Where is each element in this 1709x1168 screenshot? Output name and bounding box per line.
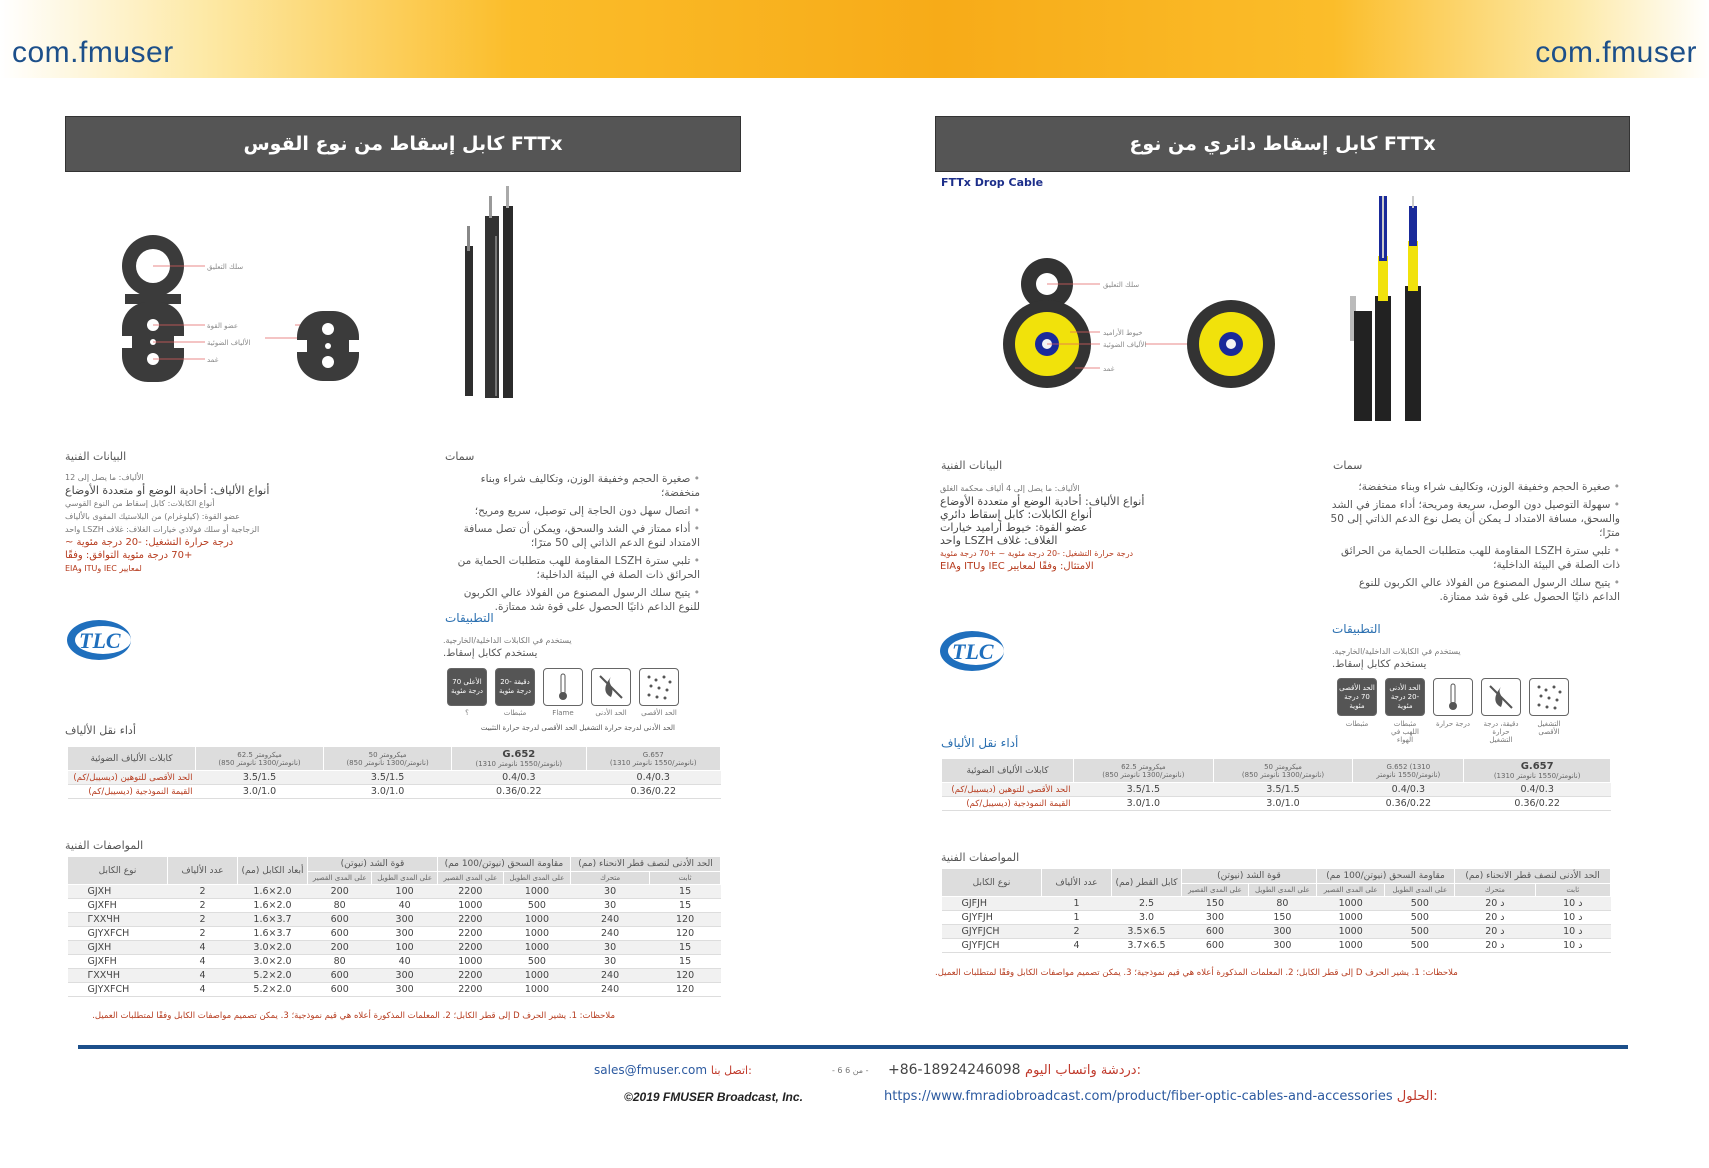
table-row xyxy=(68,941,721,955)
spec-cell: 150 xyxy=(1182,897,1249,911)
spec-header: عدد الألياف xyxy=(168,857,238,885)
spec-cell: 2 xyxy=(168,927,238,941)
table-row xyxy=(942,939,1611,953)
spec-cell: 500 xyxy=(1385,897,1455,911)
email-link[interactable]: sales@fmuser.com xyxy=(594,1063,708,1077)
tech-line: الألياف: ما يصل إلى 12 xyxy=(65,473,144,482)
spec-cell: 3.7×6.5 xyxy=(1112,939,1182,953)
spec-cell: 4 xyxy=(1042,939,1112,953)
tlc-logo: TLC xyxy=(67,620,131,660)
cable-type-cell: GJFJH xyxy=(942,897,1042,911)
spec-cell: 600 xyxy=(1182,925,1249,939)
tech-line: لمعايير IEC وITU وEIA xyxy=(65,564,142,573)
spec-cell: 3.5×6.5 xyxy=(1112,925,1182,939)
right-tech-data xyxy=(940,482,1190,573)
right-icon-labels xyxy=(1337,720,1569,744)
feature-item: • صغيرة الحجم وخفيفة الوزن، وتكاليف شراء وبناء منخفضة؛ xyxy=(440,472,700,500)
spec-cell: 80 xyxy=(308,955,372,969)
right-product-section xyxy=(935,116,1630,978)
solution-link[interactable]: https://www.fmradiobroadcast.com/product/fiber-optic-cables-and-accessories xyxy=(884,1089,1393,1104)
spec-cell: 2200 xyxy=(437,913,503,927)
spec-cell: 240 xyxy=(570,927,649,941)
right-spec-table: نوع الكابل عدد الألياف كابل القطر (مم) قوة الشد (نيوتن) مقاومة السحق (نيوتن/100 مم) الحد الأدنى لنصف قطر الانحناء (مم) على المدى القصير على المدى الطويل على المدى القصير على المدى الطويل متحرك ثابت GJFJH 1 2.5 150 80 1000 500 20 د 10 د GJYFJH 1 3.0 300 150 1000 500 20 د 10 د GJYFJCH 2 3.5×6.5 600 300 1000 500 20 د 10 د GJYFJCH 4 3.7×6.5 600 300 1000 500 20 د 10 د xyxy=(941,868,1611,953)
spec-cell: 500 xyxy=(1385,911,1455,925)
spec-cell: 2200 xyxy=(437,927,503,941)
spec-cell: 1 xyxy=(1042,911,1112,925)
spec-cell: 500 xyxy=(1385,939,1455,953)
spec-cell: 2 xyxy=(168,899,238,913)
callout-messenger: سلك التعليق xyxy=(207,263,244,271)
spec-cell: 4 xyxy=(168,983,238,997)
bow-type-cable-diagram xyxy=(65,186,741,436)
spec-cell: 300 xyxy=(372,983,437,997)
spec-cell: 500 xyxy=(503,955,570,969)
feature-item: • صغيرة الحجم وخفيفة الوزن، وتكاليف شراء وبناء منخفضة؛ xyxy=(1330,480,1620,494)
tech-line: الألياف: ما يصل إلى 4 ألياف محكمة الغلق xyxy=(940,484,1080,493)
left-performance-table xyxy=(67,746,721,799)
cable-type-cell: ГХХЧН xyxy=(68,913,168,927)
icon-label: Flame xyxy=(552,709,574,717)
brand-right: com.fmuser xyxy=(1535,36,1697,69)
callout-fiber: الألياف الضوئية xyxy=(207,339,251,347)
spec-cell: 1000 xyxy=(503,941,570,955)
perf-header-sub: (1310 نانومتر/1550 نانومتر) xyxy=(609,758,697,767)
flame-icon xyxy=(591,668,631,706)
perf-header-sub: (850 نانومتر/1300 نانومتر) xyxy=(346,758,429,767)
tech-line: الامتثال: وفقًا لمعايير IEC وITU وEIA xyxy=(940,561,1094,572)
right-cable-figure xyxy=(935,196,1630,446)
callout-sheath: غمد xyxy=(1103,365,1115,373)
tech-line: عضو القوة: خيوط أراميد خيارات xyxy=(940,521,1088,534)
spec-header: عدد الألياف xyxy=(1042,869,1112,897)
icon-label: مثبطات xyxy=(503,709,527,717)
perf-header-sub: (1310 نانومتر/1550 نانومتر) xyxy=(475,760,563,768)
spec-cell: 5.2×2.0 xyxy=(238,969,308,983)
spec-cell: 15 xyxy=(650,941,721,955)
left-tech-data xyxy=(65,471,305,575)
spec-cell: 80 xyxy=(1248,897,1316,911)
left-title-bar: كابل إسقاط من نوع القوس FTTx xyxy=(65,116,741,172)
perf-header: 50 ميكرومتر xyxy=(368,750,407,759)
spec-header: مقاومة السحق (نيوتن/100 مم) xyxy=(437,857,570,872)
round-type-cable-diagram xyxy=(935,196,1630,446)
left-cable-figure xyxy=(65,186,741,436)
spec-cell: 300 xyxy=(1248,925,1316,939)
spec-cell: 4 xyxy=(168,941,238,955)
spec-cell: 3.0×2.0 xyxy=(238,941,308,955)
spec-header: كابل القطر (مم) xyxy=(1112,869,1182,897)
cable-type-cell: GJXH xyxy=(68,941,168,955)
callout-fiber: الألياف الضوئية xyxy=(1103,341,1147,349)
left-features-list xyxy=(440,472,700,618)
tech-line: درجة حرارة التشغيل: -20 درجة مئوية ~ xyxy=(65,537,234,548)
spec-header: مقاومة السحق (نيوتن/100 مم) xyxy=(1316,869,1454,884)
right-tech-title: البيانات الفنية xyxy=(941,459,1003,472)
perf-header: G.657 xyxy=(1520,761,1554,772)
right-features-title: سمات xyxy=(1333,459,1363,472)
spec-cell: 2200 xyxy=(437,885,503,899)
min-temp-icon: دقيقة -20 درجة مئوية xyxy=(495,668,535,706)
spec-cell: 200 xyxy=(308,941,372,955)
spec-cell: 150 xyxy=(1248,911,1316,925)
cable-type-cell: ГХХЧН xyxy=(68,969,168,983)
perf-header: G.652 (1310 xyxy=(1386,762,1431,771)
right-applications-text xyxy=(1332,645,1532,671)
tlc-logo: TLC xyxy=(940,631,1004,671)
spec-header: قوة الشد (نيوتن) xyxy=(308,857,438,872)
spec-cell: 2.5 xyxy=(1112,897,1182,911)
tech-line: +70 درجة مئوية التوافق: وفقًا xyxy=(65,550,193,561)
spec-cell: 100 xyxy=(372,941,437,955)
header-banner xyxy=(0,0,1709,78)
app-line: يستخدم ككابل إسقاط. xyxy=(1332,659,1427,670)
spec-cell: 20 د xyxy=(1455,897,1535,911)
spec-cell: 600 xyxy=(308,969,372,983)
icon-label: الحد الأدنى xyxy=(595,709,627,717)
spec-cell: 1000 xyxy=(503,885,570,899)
left-spec-table: نوع الكابل عدد الألياف أبعاد الكابل (مم) قوة الشد (نيوتن) مقاومة السحق (نيوتن/100 مم) الحد الأدنى لنصف قطر الانحناء (مم) على المدى القصير على المدى الطويل على المدى القصير على المدى الطويل متحرك ثابت GJXH 2 1.6×2.0 200 100 2200 1000 30 15 GJXFH 2 1.6×2.0 80 40 1000 500 30 15 ГХХЧН 2 1.6×3.7 600 300 2200 1000 240 120 GJYXFCH 2 1.6×3.7 600 300 2200 1000 240 120 GJXH 4 3.0×2.0 200 100 2200 1000 30 15 GJXFH 4 3.0×2.0 80 40 1000 500 30 15 ГХХЧН 4 5.2×2.0 600 300 2200 1000 240 120 GJYXFCH 4 5.2×2.0 600 300 2200 1000 240 120 xyxy=(67,856,721,997)
dots-icon xyxy=(639,668,679,706)
brand-left: com.fmuser xyxy=(12,36,174,69)
spec-cell: 30 xyxy=(570,955,649,969)
spec-cell: 20 د xyxy=(1455,925,1535,939)
app-line: يستخدم ككابل إسقاط. xyxy=(443,648,538,659)
spec-cell: 15 xyxy=(650,955,721,969)
left-applications-title: التطبيقات xyxy=(445,611,494,625)
spec-cell: 2 xyxy=(1042,925,1112,939)
table-row: القيمة النموذجية (ديسيبل/كم) 3.0/1.0 3.0/1.0 0.36/0.22 0.36/0.22 xyxy=(68,785,721,799)
right-spec-title: المواصفات الفنية xyxy=(941,851,1020,864)
spec-cell: 15 xyxy=(650,899,721,913)
table-row: القيمة النموذجية (ديسيبل/كم) 3.0/1.0 3.0/1.0 0.36/0.22 0.36/0.22 xyxy=(942,797,1611,811)
perf-header: كابلات الألياف الضوئية xyxy=(90,753,173,764)
copyright: ©2019 FMUSER Broadcast, Inc. xyxy=(624,1090,803,1104)
feature-item: • يتيح سلك الرسول المصنوع من الفولاذ عالي الكربون للنوع الداعم ذاتيًا الحصول على قوة شد ممتازة. xyxy=(1330,576,1620,604)
page-number: - 6 من 6 - xyxy=(832,1066,869,1075)
left-features-title: سمات xyxy=(445,450,475,463)
spec-cell: 300 xyxy=(372,969,437,983)
spec-cell: 15 xyxy=(650,885,721,899)
phone-number: +86-18924246098 xyxy=(888,1062,1021,1078)
spec-cell: 1000 xyxy=(503,983,570,997)
max-temp-icon: الحد الأقصى 70 درجة مئوية xyxy=(1337,678,1377,716)
right-features-list xyxy=(1330,480,1620,608)
callout-strength: عضو القوة xyxy=(207,322,238,330)
dots-icon xyxy=(1529,678,1569,716)
spec-cell: 300 xyxy=(1248,939,1316,953)
spec-cell: 1000 xyxy=(437,955,503,969)
spec-cell: 1000 xyxy=(503,969,570,983)
cable-type-cell: GJYFJCH xyxy=(942,925,1042,939)
round-cable-cross-section xyxy=(1003,258,1091,388)
icon-label: الحد الأقصى xyxy=(641,709,677,717)
spec-cell: 600 xyxy=(1182,939,1249,953)
cable-type-cell: GJYFJCH xyxy=(942,939,1042,953)
spec-cell: 2200 xyxy=(437,969,503,983)
spec-cell: 30 xyxy=(570,941,649,955)
spec-cell: 600 xyxy=(308,913,372,927)
app-line: يستخدم في الكابلات الداخلية/الخارجية. xyxy=(1332,647,1461,656)
perf-header: G.652 xyxy=(502,749,536,760)
spec-cell: 10 د xyxy=(1535,925,1610,939)
spec-cell: 30 xyxy=(570,885,649,899)
spec-cell: 3.0 xyxy=(1112,911,1182,925)
callout-aramid: خيوط الأراميد xyxy=(1103,329,1143,337)
cable-type-cell: GJYFJH xyxy=(942,911,1042,925)
cable-type-cell: GJYXFCH xyxy=(68,983,168,997)
icon-label: دقيقة، درجة حرارة التشغيل xyxy=(1483,720,1519,744)
table-row xyxy=(68,955,721,969)
spec-cell: 120 xyxy=(650,983,721,997)
spec-cell: 3.0×2.0 xyxy=(238,955,308,969)
spec-cell: 5.2×2.0 xyxy=(238,983,308,997)
cable-type-cell: GJYXFCH xyxy=(68,927,168,941)
footer-solution xyxy=(884,1089,1438,1104)
icon-label: مثبطات اللهب في الهواء xyxy=(1391,720,1419,744)
left-icon-labels xyxy=(447,709,679,717)
spec-header: نوع الكابل xyxy=(68,857,168,885)
bow-cable-small-section xyxy=(297,311,359,381)
perf-header-sub: (850 نانومتر/1300 نانومتر) xyxy=(218,758,301,767)
table-row xyxy=(68,983,721,997)
right-icon-row xyxy=(1337,678,1569,716)
perf-header-sub: (850 نانومتر/1300 نانومتر) xyxy=(1102,770,1185,779)
right-title-bar: كابل إسقاط دائري من نوع FTTx xyxy=(935,116,1630,172)
left-icon-row xyxy=(447,668,679,706)
left-applications-text xyxy=(443,634,643,660)
spec-cell: 2 xyxy=(168,913,238,927)
spec-cell: 2 xyxy=(168,885,238,899)
right-notes: ملاحظات: 1. يشير الحرف D إلى قطر الكابل؛ 2. المعلمات المذكورة أعلاه هي قيم نموذجية؛ 3. يمكن تصميم مواصفات الكابل وفقًا لمتطلبات العميل. xyxy=(935,968,1458,978)
tech-line: أنواع الألياف: أحادية الوضع أو متعددة الأوضاع xyxy=(65,484,270,497)
spec-cell: 10 د xyxy=(1535,897,1610,911)
icon-label: درجة حرارة xyxy=(1436,720,1470,728)
spec-cell: 40 xyxy=(372,899,437,913)
right-performance-title: أداء نقل الألياف xyxy=(941,736,1019,750)
cable-type-cell: GJXFH xyxy=(68,899,168,913)
tech-line: درجة حرارة التشغيل: -20 درجة مئوية ~ +70 درجة مئوية xyxy=(940,549,1134,558)
perf-header: G.657 xyxy=(642,750,664,759)
table-row xyxy=(68,899,721,913)
left-icon-label-line: الحد الأدنى لدرجة حرارة التشغيل الحد الأقصى لدرجة حرارة التثبيت xyxy=(480,724,675,732)
icon-label: ؟ xyxy=(465,709,469,717)
footer-contact xyxy=(594,1063,752,1077)
feature-item: • سهولة التوصيل دون الوصل، سريعة ومريحة؛ أداء ممتاز في الشد والسحق، مسافة الامتداد لـ يمكن أن يصل نوع الدعم الذاتي إلى 50 مترًا؛ xyxy=(1330,498,1620,540)
spec-cell: 600 xyxy=(308,927,372,941)
perf-header: 62.5 ميكرومتر xyxy=(1121,762,1166,771)
spec-cell: 240 xyxy=(570,913,649,927)
tech-line: عضو القوة: (كيلوغرام) من البلاستيك المقوى بالألياف xyxy=(65,512,240,521)
spec-cell: 10 د xyxy=(1535,911,1610,925)
spec-header: أبعاد الكابل (مم) xyxy=(238,857,308,885)
spec-cell: 1000 xyxy=(503,913,570,927)
spec-cell: 10 د xyxy=(1535,939,1610,953)
feature-item: • اتصال سهل دون الحاجة إلى توصيل، سريع ومريح؛ xyxy=(440,504,700,518)
spec-cell: 1000 xyxy=(1316,911,1385,925)
spec-cell: 20 د xyxy=(1455,939,1535,953)
table-row xyxy=(68,969,721,983)
round-cable-small-section xyxy=(1187,300,1275,388)
round-cable-side-view xyxy=(1350,196,1421,421)
spec-cell: 1000 xyxy=(437,899,503,913)
table-row xyxy=(942,897,1611,911)
tech-line: الزجاجية أو سلك فولاذي خيارات الغلاف: غلاف LSZH واحد xyxy=(65,525,260,534)
perf-header-sub: (1310 نانومتر/1550 نانومتر) xyxy=(1493,772,1581,780)
feature-item: • تلبي سترة LSZH المقاومة للهب متطلبات الحماية من الحرائق ذات الصلة في البيئة الداخلية؛ xyxy=(440,554,700,582)
spec-cell: 1000 xyxy=(1316,925,1385,939)
footer-phone xyxy=(888,1062,1141,1078)
chat-label: دردشة واتساب اليوم: xyxy=(1025,1063,1141,1078)
icon-label: التشغيل الأقصى xyxy=(1537,720,1561,736)
spec-cell: 1.6×3.7 xyxy=(238,927,308,941)
email-label: اتصل بنا: xyxy=(710,1064,752,1077)
tech-line: أنواع الكابلات: كابل إسقاط من النوع القوسي xyxy=(65,499,215,508)
spec-cell: 4 xyxy=(168,955,238,969)
tech-line: الغلاف: غلاف LSZH واحد xyxy=(940,534,1058,547)
spec-cell: 2200 xyxy=(437,983,503,997)
feature-item: • يتيح سلك الرسول المصنوع من الفولاذ عالي الكربون للنوع الداعم ذاتيًا الحصول على قوة شد ممتازة. xyxy=(440,586,700,614)
table-row: الحد الأقصى للتوهين (ديسيبل/كم) 3.5/1.5 3.5/1.5 0.4/0.3 0.4/0.3 xyxy=(942,783,1611,797)
table-row: الحد الأقصى للتوهين (ديسيبل/كم) 3.5/1.5 3.5/1.5 0.4/0.3 0.4/0.3 xyxy=(68,771,721,785)
left-performance-title: أداء نقل الألياف xyxy=(65,724,136,737)
spec-cell: 1000 xyxy=(1316,897,1385,911)
right-applications-title: التطبيقات xyxy=(1332,622,1381,636)
spec-cell: 1.6×3.7 xyxy=(238,913,308,927)
spec-cell: 1.6×2.0 xyxy=(238,885,308,899)
spec-header: الحد الأدنى لنصف قطر الانحناء (مم) xyxy=(1455,869,1611,884)
table-row xyxy=(68,913,721,927)
app-line: يستخدم في الكابلات الداخلية/الخارجية. xyxy=(443,636,572,645)
spec-cell: 300 xyxy=(372,913,437,927)
perf-header-sub: نانومتر/1550 نانومتر) xyxy=(1376,770,1441,779)
spec-cell: 20 د xyxy=(1455,911,1535,925)
perf-header: 50 ميكرومتر xyxy=(1264,762,1302,771)
cable-type-cell: GJXFH xyxy=(68,955,168,969)
cable-type-cell: GJXH xyxy=(68,885,168,899)
spec-cell: 240 xyxy=(570,983,649,997)
table-row xyxy=(942,925,1611,939)
icon-label: مثبطات xyxy=(1345,720,1369,728)
perf-header: كابلات الألياف الضوئية xyxy=(966,765,1049,776)
table-row xyxy=(68,885,721,899)
feature-item: • أداء ممتاز في الشد والسحق، ويمكن أن تصل مسافة الامتداد لنوع الدعم الذاتي إلى 50 مترًا؛ xyxy=(440,522,700,550)
bow-cable-side-view xyxy=(465,186,513,398)
spec-cell: 120 xyxy=(650,913,721,927)
spec-header: نوع الكابل xyxy=(942,869,1042,897)
spec-cell: 4 xyxy=(168,969,238,983)
spec-cell: 500 xyxy=(503,899,570,913)
flame-icon xyxy=(1481,678,1521,716)
solution-label: الحلول: xyxy=(1396,1089,1438,1104)
right-performance-table xyxy=(941,758,1611,811)
spec-cell: 30 xyxy=(570,899,649,913)
tech-line: أنواع الكابلات: كابل إسقاط دائري xyxy=(940,508,1092,521)
feature-item: • تلبي سترة LSZH المقاومة للهب متطلبات الحماية من الحرائق ذات الصلة في البيئة الداخلية؛ xyxy=(1330,544,1620,572)
min-temp-icon: الحد الأدنى -20 درجة مئوية xyxy=(1385,678,1425,716)
table-row xyxy=(68,927,721,941)
spec-cell: 300 xyxy=(372,927,437,941)
spec-cell: 120 xyxy=(650,927,721,941)
table-row xyxy=(942,911,1611,925)
left-notes: ملاحظات: 1. يشير الحرف D إلى قطر الكابل؛ 2. المعلمات المذكورة أعلاه هي قيم نموذجية؛ 3. يمكن تصميم مواصفات الكابل وفقًا لمتطلبات العميل. xyxy=(92,1011,615,1021)
left-tech-title: البيانات الفنية xyxy=(65,450,127,463)
perf-header-sub: (850 نانومتر/1300 نانومتر) xyxy=(1241,770,1325,779)
spec-header: قوة الشد (نيوتن) xyxy=(1182,869,1317,884)
spec-cell: 240 xyxy=(570,969,649,983)
thermometer-icon xyxy=(543,668,583,706)
footer-rule xyxy=(78,1045,1628,1049)
right-subtitle: FTTx Drop Cable xyxy=(941,176,1044,189)
spec-cell: 1000 xyxy=(503,927,570,941)
spec-cell: 1.6×2.0 xyxy=(238,899,308,913)
perf-header: 62.5 ميكرومتر xyxy=(237,750,282,759)
thermometer-icon xyxy=(1433,678,1473,716)
max-temp-icon: الأعلى 70 درجة مئوية xyxy=(447,668,487,706)
spec-cell: 600 xyxy=(308,983,372,997)
left-spec-title: المواصفات الفنية xyxy=(65,839,144,852)
spec-cell: 500 xyxy=(1385,925,1455,939)
spec-cell: 1000 xyxy=(1316,939,1385,953)
bow-cable-cross-section xyxy=(122,235,184,382)
spec-cell: 200 xyxy=(308,885,372,899)
tech-line: أنواع الألياف: أحادية الوضع أو متعددة الأوضاع xyxy=(940,495,1145,508)
spec-cell: 2200 xyxy=(437,941,503,955)
callout-sheath: غمد xyxy=(207,356,219,364)
spec-cell: 100 xyxy=(372,885,437,899)
left-product-section xyxy=(65,116,741,1021)
spec-header: الحد الأدنى لنصف قطر الانحناء (مم) xyxy=(570,857,720,872)
spec-cell: 300 xyxy=(1182,911,1249,925)
spec-cell: 120 xyxy=(650,969,721,983)
spec-cell: 80 xyxy=(308,899,372,913)
spec-cell: 40 xyxy=(372,955,437,969)
callout-messenger: سلك التعليق xyxy=(1103,281,1140,289)
spec-cell: 1 xyxy=(1042,897,1112,911)
